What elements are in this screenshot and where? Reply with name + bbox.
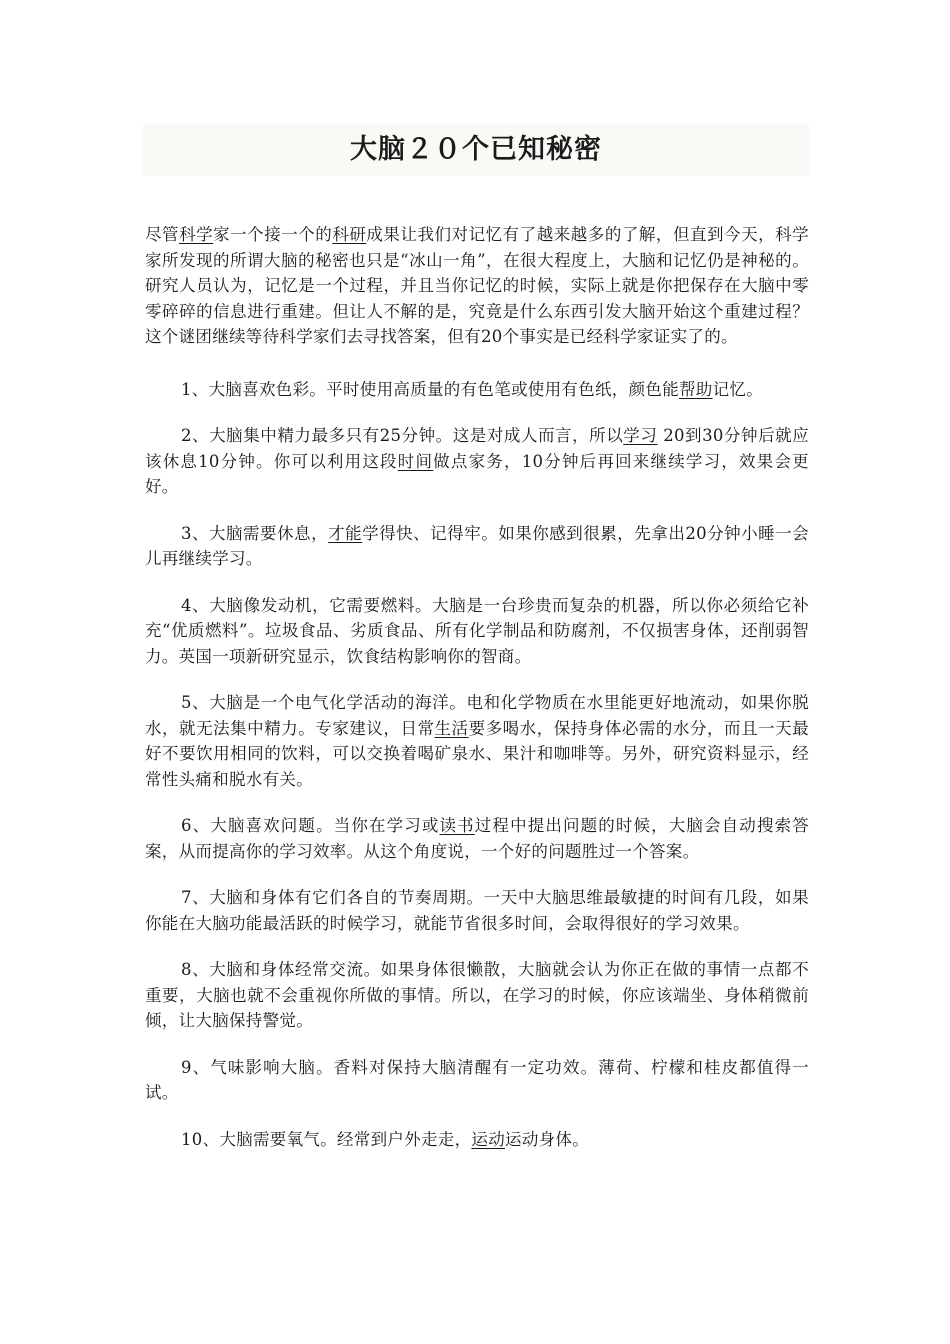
- intro-text-1: 尽管: [145, 225, 180, 244]
- link-life[interactable]: 生活: [434, 718, 469, 738]
- item-1: [145, 377, 809, 403]
- item-6-text-a: 6、大脑喜欢问题。当你在学习或: [181, 816, 440, 835]
- item-9: 9、气味影响大脑。香料对保持大脑清醒有一定功效。薄荷、柠檬和桂皮都值得一试。: [145, 1057, 809, 1102]
- item-3: [145, 521, 809, 572]
- item-6: [145, 813, 809, 864]
- link-help[interactable]: 帮助: [679, 379, 713, 399]
- item-7: 7、大脑和身体有它们各自的节奏周期。一天中大脑思维最敏捷的时间有几段，如果你能在大脑功能最活跃的时候学习，就能节省很多时间，会取得很好的学习效果。: [145, 888, 809, 933]
- link-research[interactable]: 科研: [332, 225, 367, 244]
- item-3-text-a: 3、大脑需要休息，: [181, 523, 329, 543]
- item-10-text-a: 10、大脑需要氧气。经常到户外走走，: [181, 1129, 472, 1149]
- intro-text-2: 家一个接一个的: [213, 225, 333, 244]
- item-2-text-b: 20到30分钟后就应该休息10分钟。你可以利用这段: [145, 426, 809, 471]
- item-1-text-b: 记忆。: [712, 379, 764, 399]
- item-8: 8、大脑和身体经常交流。如果身体很懒散，大脑就会认为你正在做的事情一点都不重要，大脑也就不会重视你所做的事情。所以，在学习的时候，你应该端坐、身体稍微前倾，让大脑保持警觉。: [145, 960, 809, 1030]
- link-reading[interactable]: 读书: [439, 816, 475, 835]
- item-2-text-a: 2、大脑集中精力最多只有25分钟。这是对成人而言，所以: [181, 426, 624, 445]
- item-10: [145, 1127, 809, 1153]
- link-talent[interactable]: 才能: [328, 523, 363, 543]
- item-3-text-b: 学得快、记得牢。如果你感到很累，先拿出20分钟小睡一会儿再继续学习。: [145, 523, 809, 568]
- link-sport[interactable]: 运动: [471, 1129, 506, 1149]
- page-title: 大脑２０个已知秘密: [350, 134, 602, 165]
- document-body: [145, 222, 809, 1152]
- item-5-text-a: 5、大脑是一个电气化学活动的海洋。电和化学物质在水里能更好地流动，如果你脱水，就无法集中精力。专家建议，日常: [145, 693, 809, 738]
- intro-text-3: 成果让我们对记忆有了越来越多的了解，但直到今天，科学家所发现的所谓大脑的秘密也只是“冰山一角”，在很大程度上，大脑和记忆仍是神秘的。研究人员认为，记忆是一个过程，并且当你记忆的时候，实际上就是你把保存在大脑中零零碎碎的信息进行重建。但让人不解的是，究竟是什么东西引发大脑开始这个重建过程？这个谜团继续等待科学家们去寻找答案，但有20个事实是已经科学家证实了的。: [145, 225, 809, 346]
- item-4: 4、大脑像发动机，它需要燃料。大脑是一台珍贵而复杂的机器，所以你必须给它补充“优质燃料”。垃圾食品、劣质食品、所有化学制品和防腐剂，不仅损害身体，还削弱智力。英国一项新研究显示，饮食结构影响你的智商。: [145, 595, 809, 666]
- link-science[interactable]: 科学: [179, 225, 214, 244]
- item-1-text-a: 1、大脑喜欢色彩。平时使用高质量的有色笔或使用有色纸，颜色能: [181, 379, 679, 399]
- item-5-text-b: 要多喝水，保持身体必需的水分，而且一天最好不要饮用相同的饮料，可以交换着喝矿泉水、果汁和咖啡等。另外，研究资料显示，经常性头痛和脱水有关。: [145, 718, 809, 789]
- intro-paragraph: [145, 222, 809, 350]
- item-2: [145, 423, 809, 500]
- item-2-text-c: 做点家务，10分钟后再回来继续学习，效果会更好。: [145, 451, 809, 496]
- link-time[interactable]: 时间: [397, 451, 434, 471]
- item-6-text-b: 过程中提出问题的时候，大脑会自动搜索答案，从而提高你的学习效率。从这个角度说，一个好的问题胜过一个答案。: [145, 816, 810, 861]
- item-10-text-b: 运动身体。: [505, 1129, 590, 1149]
- link-study[interactable]: 学习: [623, 426, 658, 445]
- item-5: [145, 690, 809, 792]
